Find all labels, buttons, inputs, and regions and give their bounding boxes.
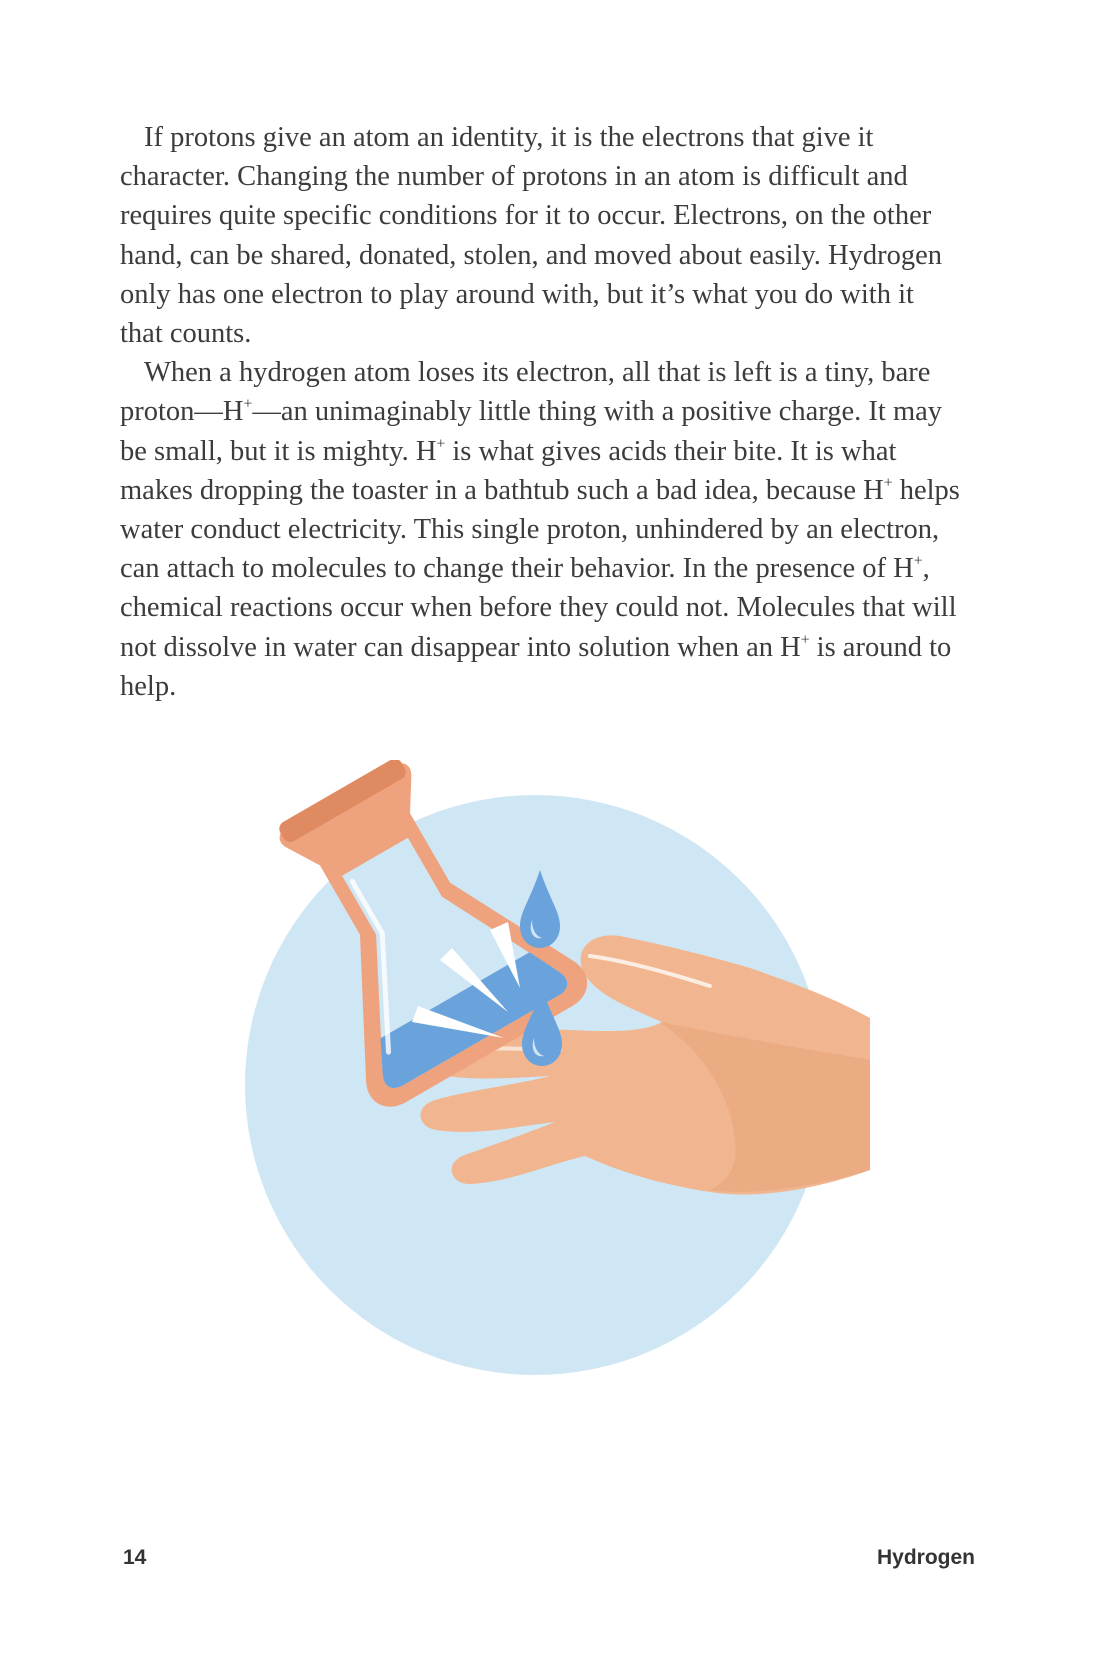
charge-superscript: + <box>883 474 893 492</box>
charge-superscript: + <box>243 395 253 413</box>
acid-flask-hand-icon <box>190 760 870 1400</box>
paragraph-1: If protons give an atom an identity, it is the electrons that give it character. Changing the number of protons in an atom is difficult and requires quite specific conditions for it to occur. Electrons, on the other hand, can be shared, donated, stolen, and moved about easily. Hydrogen only has one electron to play around with, but it’s what you do with it that counts. <box>120 122 943 350</box>
charge-superscript: + <box>913 552 923 570</box>
paragraph-2-part-1: When a hydrogen atom loses its electron, all that is left is a tiny, bare proton—H <box>120 357 931 428</box>
paragraph-2-part-3: is what gives acids their bite. It is what makes dropping the toaster in a bathtub such a bad idea, because H <box>120 435 897 506</box>
paragraph-2 <box>120 353 960 706</box>
body-text <box>120 118 960 706</box>
charge-superscript: + <box>436 434 446 452</box>
charge-superscript: + <box>800 630 810 648</box>
page-number: 14 <box>123 1546 147 1569</box>
running-head: Hydrogen <box>876 1546 975 1569</box>
paragraph-2-part-2: —an unimaginably little thing with a positive charge. It may be small, but it is mighty. H <box>120 396 943 467</box>
paragraph-2-part-4: helps water conduct electricity. This single proton, unhindered by an electron, can attach to molecules to change their behavior. In the presence of H <box>120 474 960 585</box>
paragraph-2-part-5: , chemical reactions occur when before they could not. Molecules that will not dissolve in water can disappear into solution when an H <box>120 553 957 663</box>
paragraph-2-part-6: is around to help. <box>120 631 952 702</box>
